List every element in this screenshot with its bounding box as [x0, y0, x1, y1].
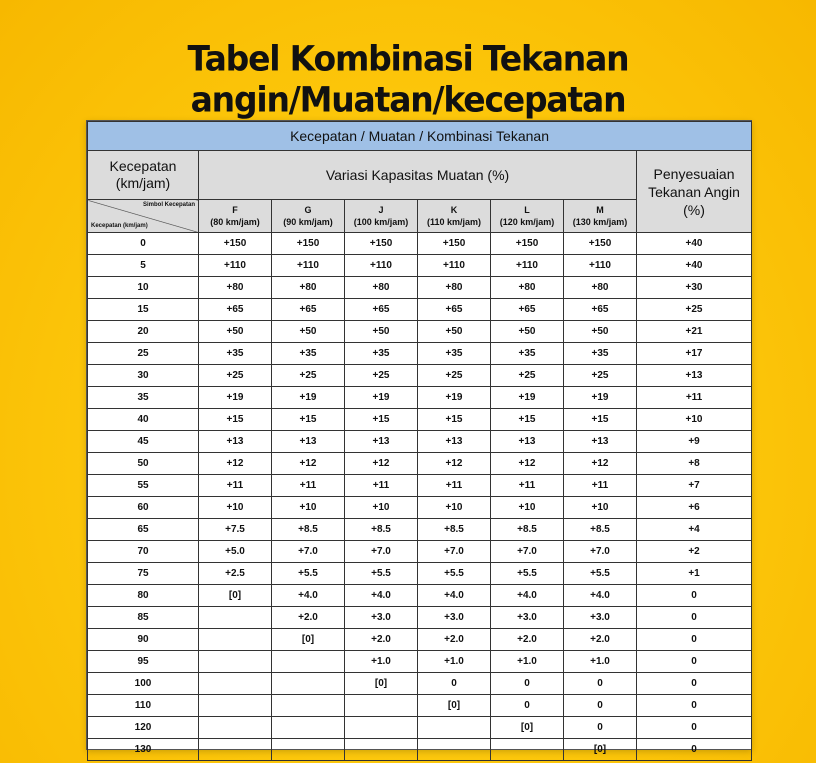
load-variation-cell: +11	[564, 475, 637, 497]
pressure-adjustment-cell: +7	[637, 475, 752, 497]
pressure-adjustment-cell: +11	[637, 387, 752, 409]
load-variation-cell	[199, 717, 272, 739]
load-variation-cell: +3.0	[564, 607, 637, 629]
load-variation-cell: +150	[345, 233, 418, 255]
load-variation-cell: +7.0	[272, 541, 345, 563]
load-variation-cell: +13	[345, 431, 418, 453]
row-speed-cell: 35	[88, 387, 199, 409]
load-variation-cell	[199, 695, 272, 717]
speed-column-header: Kecepatan (km/jam)	[88, 151, 199, 200]
load-variation-cell: +25	[272, 365, 345, 387]
load-variation-cell: +25	[345, 365, 418, 387]
load-variation-cell: +19	[345, 387, 418, 409]
pressure-adjustment-cell: 0	[637, 695, 752, 717]
load-variation-cell	[272, 695, 345, 717]
load-variation-cell: +5.0	[199, 541, 272, 563]
row-speed-cell: 110	[88, 695, 199, 717]
load-variation-cell: [0]	[199, 585, 272, 607]
load-variation-cell: +10	[491, 497, 564, 519]
table-row	[88, 497, 752, 519]
pressure-adjustment-cell: 0	[637, 585, 752, 607]
load-variation-cell: +7.0	[491, 541, 564, 563]
load-variation-cell: [0]	[345, 673, 418, 695]
pressure-adjustment-cell: +6	[637, 497, 752, 519]
pressure-adjustment-cell: 0	[637, 717, 752, 739]
load-variation-cell: +10	[564, 497, 637, 519]
table-row	[88, 717, 752, 739]
table-row	[88, 585, 752, 607]
pressure-adjustment-cell: +21	[637, 321, 752, 343]
load-variation-cell: 0	[564, 717, 637, 739]
load-variation-cell: +25	[418, 365, 491, 387]
pressure-adjustment-cell: +17	[637, 343, 752, 365]
row-speed-cell: 120	[88, 717, 199, 739]
load-variation-cell: +4.0	[564, 585, 637, 607]
load-variation-cell: +7.5	[199, 519, 272, 541]
load-variation-cell: +11	[345, 475, 418, 497]
load-variation-cell: +150	[272, 233, 345, 255]
load-variation-cell: +50	[345, 321, 418, 343]
load-variation-cell: +10	[345, 497, 418, 519]
speed-code-header	[564, 200, 637, 233]
table-row	[88, 629, 752, 651]
load-variation-cell: +65	[491, 299, 564, 321]
row-speed-cell: 50	[88, 453, 199, 475]
table-row	[88, 475, 752, 497]
table-row	[88, 387, 752, 409]
load-variation-cell	[199, 651, 272, 673]
speed-code-letter: J	[378, 205, 384, 215]
row-speed-cell: 70	[88, 541, 199, 563]
speed-code-speed: (100 km/jam)	[353, 217, 409, 227]
load-variation-cell	[272, 739, 345, 761]
load-variation-cell: +8.5	[564, 519, 637, 541]
load-variation-cell: [0]	[491, 717, 564, 739]
load-variation-cell: +65	[418, 299, 491, 321]
load-variation-cell	[418, 717, 491, 739]
table-row	[88, 673, 752, 695]
load-variation-cell: +110	[272, 255, 345, 277]
speed-code-header	[272, 200, 345, 233]
pressure-adjustment-cell: +8	[637, 453, 752, 475]
symbol-diagonal-cell	[88, 200, 199, 233]
load-variation-cell: +19	[564, 387, 637, 409]
row-speed-cell: 85	[88, 607, 199, 629]
load-variation-cell: +110	[564, 255, 637, 277]
symbol-speed-label: Simbol Kecepatan	[142, 202, 195, 208]
table-caption: Kecepatan / Muatan / Kombinasi Tekanan	[88, 122, 752, 151]
speed-code-letter: M	[596, 205, 604, 215]
load-variation-cell: +50	[272, 321, 345, 343]
load-variation-cell: +13	[272, 431, 345, 453]
row-speed-cell: 25	[88, 343, 199, 365]
load-variation-cell: +19	[491, 387, 564, 409]
speed-kmh-label: Kecepatan (km/jam)	[91, 223, 148, 229]
load-variation-cell: +35	[345, 343, 418, 365]
load-variation-cell: +35	[199, 343, 272, 365]
load-variation-cell: +150	[418, 233, 491, 255]
speed-code-letter: K	[450, 205, 458, 215]
load-variation-cell: 0	[491, 673, 564, 695]
pressure-adjustment-cell: +1	[637, 563, 752, 585]
load-variation-cell	[272, 673, 345, 695]
table-row	[88, 651, 752, 673]
load-variation-header: Variasi Kapasitas Muatan (%)	[199, 151, 637, 200]
load-variation-cell	[491, 739, 564, 761]
row-speed-cell: 90	[88, 629, 199, 651]
speed-code-header	[345, 200, 418, 233]
table-row	[88, 739, 752, 761]
table-body	[88, 233, 752, 761]
load-variation-cell: +2.5	[199, 563, 272, 585]
row-speed-cell: 20	[88, 321, 199, 343]
load-variation-cell: +15	[272, 409, 345, 431]
table-row	[88, 607, 752, 629]
table-row	[88, 519, 752, 541]
speed-code-header	[199, 200, 272, 233]
load-variation-cell: +12	[345, 453, 418, 475]
load-variation-cell: +80	[418, 277, 491, 299]
table-row	[88, 255, 752, 277]
speed-code-letter: G	[304, 205, 312, 215]
pressure-adjustment-cell: 0	[637, 651, 752, 673]
load-variation-cell: +8.5	[345, 519, 418, 541]
load-variation-cell	[345, 695, 418, 717]
row-speed-cell: 55	[88, 475, 199, 497]
load-variation-cell: +50	[418, 321, 491, 343]
load-variation-cell: +35	[564, 343, 637, 365]
speed-code-speed: (90 km/jam)	[283, 217, 333, 227]
load-variation-cell: +19	[272, 387, 345, 409]
load-variation-cell: +19	[418, 387, 491, 409]
speed-code-speed: (80 km/jam)	[210, 217, 260, 227]
row-speed-cell: 45	[88, 431, 199, 453]
load-variation-cell	[418, 739, 491, 761]
speed-code-speed: (110 km/jam)	[426, 217, 482, 227]
load-variation-cell: +80	[199, 277, 272, 299]
pressure-adjustment-cell: +40	[637, 233, 752, 255]
load-variation-cell	[199, 607, 272, 629]
load-variation-cell: +50	[564, 321, 637, 343]
row-speed-cell: 95	[88, 651, 199, 673]
load-variation-cell: +150	[564, 233, 637, 255]
table-row	[88, 453, 752, 475]
load-variation-cell: +15	[491, 409, 564, 431]
load-variation-cell: +110	[345, 255, 418, 277]
load-variation-cell: +7.0	[345, 541, 418, 563]
table-row	[88, 409, 752, 431]
load-variation-cell: +35	[272, 343, 345, 365]
load-variation-cell: +12	[564, 453, 637, 475]
load-variation-cell: 0	[564, 673, 637, 695]
load-variation-cell	[199, 629, 272, 651]
load-variation-cell: +50	[199, 321, 272, 343]
load-variation-cell: +80	[272, 277, 345, 299]
load-variation-cell: +2.0	[564, 629, 637, 651]
load-variation-cell: +12	[199, 453, 272, 475]
pressure-adjustment-cell: 0	[637, 739, 752, 761]
load-variation-cell: +2.0	[491, 629, 564, 651]
load-variation-cell: +25	[491, 365, 564, 387]
load-variation-cell: +35	[418, 343, 491, 365]
load-variation-cell: +11	[272, 475, 345, 497]
load-variation-cell	[199, 739, 272, 761]
load-variation-cell: +13	[564, 431, 637, 453]
row-speed-cell: 60	[88, 497, 199, 519]
load-variation-cell: +1.0	[418, 651, 491, 673]
pressure-load-speed-table-container	[86, 120, 752, 755]
load-variation-cell: +4.0	[272, 585, 345, 607]
load-variation-cell: 0	[418, 673, 491, 695]
load-variation-cell: +13	[199, 431, 272, 453]
row-speed-cell: 10	[88, 277, 199, 299]
table-row	[88, 563, 752, 585]
load-variation-cell: +15	[345, 409, 418, 431]
table-row	[88, 695, 752, 717]
load-variation-cell: +13	[418, 431, 491, 453]
load-variation-cell: +5.5	[418, 563, 491, 585]
load-variation-cell: +7.0	[418, 541, 491, 563]
load-variation-cell: [0]	[418, 695, 491, 717]
pressure-adjustment-cell: +13	[637, 365, 752, 387]
load-variation-cell: +7.0	[564, 541, 637, 563]
load-variation-cell: +65	[345, 299, 418, 321]
speed-code-letter: F	[232, 205, 238, 215]
row-speed-cell: 75	[88, 563, 199, 585]
load-variation-cell: +8.5	[491, 519, 564, 541]
row-speed-cell: 40	[88, 409, 199, 431]
pressure-adjustment-cell: +2	[637, 541, 752, 563]
row-speed-cell: 0	[88, 233, 199, 255]
load-variation-cell: +15	[418, 409, 491, 431]
load-variation-cell: +80	[491, 277, 564, 299]
row-speed-cell: 100	[88, 673, 199, 695]
load-variation-cell: +25	[564, 365, 637, 387]
load-variation-cell: 0	[564, 695, 637, 717]
load-variation-cell: +15	[564, 409, 637, 431]
pressure-adjustment-cell: 0	[637, 629, 752, 651]
load-variation-cell: +3.0	[418, 607, 491, 629]
load-variation-cell: 0	[491, 695, 564, 717]
table-row	[88, 233, 752, 255]
pressure-adjustment-cell: +30	[637, 277, 752, 299]
load-variation-cell	[199, 673, 272, 695]
pressure-adjustment-cell: +9	[637, 431, 752, 453]
load-variation-cell: +12	[491, 453, 564, 475]
load-variation-cell: +2.0	[272, 607, 345, 629]
load-variation-cell: +1.0	[491, 651, 564, 673]
load-variation-cell: +10	[418, 497, 491, 519]
table-row	[88, 321, 752, 343]
load-variation-cell: +110	[491, 255, 564, 277]
load-variation-cell	[272, 717, 345, 739]
load-variation-cell: +1.0	[345, 651, 418, 673]
load-variation-cell: +10	[199, 497, 272, 519]
load-variation-cell: +5.5	[345, 563, 418, 585]
load-variation-cell: +19	[199, 387, 272, 409]
load-variation-cell: +4.0	[345, 585, 418, 607]
pressure-adjustment-header: Penyesuaian Tekanan Angin (%)	[637, 151, 752, 233]
pressure-adjustment-cell: +25	[637, 299, 752, 321]
load-variation-cell: +2.0	[345, 629, 418, 651]
speed-code-letter: L	[524, 205, 530, 215]
load-variation-cell: +65	[272, 299, 345, 321]
speed-code-header	[418, 200, 491, 233]
load-variation-cell: +110	[418, 255, 491, 277]
table-row	[88, 343, 752, 365]
load-variation-cell: +8.5	[418, 519, 491, 541]
load-variation-cell: +50	[491, 321, 564, 343]
load-variation-cell: +35	[491, 343, 564, 365]
table-row	[88, 299, 752, 321]
load-variation-cell: +12	[418, 453, 491, 475]
load-variation-cell: +65	[199, 299, 272, 321]
load-variation-cell: +65	[564, 299, 637, 321]
speed-code-speed: (130 km/jam)	[572, 217, 628, 227]
load-variation-cell: +11	[491, 475, 564, 497]
load-variation-cell: +2.0	[418, 629, 491, 651]
load-variation-cell	[345, 739, 418, 761]
load-variation-cell: +10	[272, 497, 345, 519]
load-variation-cell: +25	[199, 365, 272, 387]
load-variation-cell: +4.0	[491, 585, 564, 607]
load-variation-cell: +110	[199, 255, 272, 277]
load-variation-cell: +13	[491, 431, 564, 453]
speed-code-header	[491, 200, 564, 233]
speed-code-speed: (120 km/jam)	[499, 217, 555, 227]
pressure-load-speed-table	[87, 121, 752, 761]
load-variation-cell: +5.5	[491, 563, 564, 585]
load-variation-cell: +150	[199, 233, 272, 255]
pressure-adjustment-cell: +10	[637, 409, 752, 431]
load-variation-cell: +80	[345, 277, 418, 299]
load-variation-cell: +4.0	[418, 585, 491, 607]
row-speed-cell: 5	[88, 255, 199, 277]
row-speed-cell: 80	[88, 585, 199, 607]
load-variation-cell: +5.5	[272, 563, 345, 585]
table-row	[88, 365, 752, 387]
load-variation-cell: +1.0	[564, 651, 637, 673]
row-speed-cell: 15	[88, 299, 199, 321]
load-variation-cell: [0]	[564, 739, 637, 761]
pressure-adjustment-cell: 0	[637, 673, 752, 695]
load-variation-cell: +15	[199, 409, 272, 431]
table-row	[88, 431, 752, 453]
table-row	[88, 541, 752, 563]
load-variation-cell: +80	[564, 277, 637, 299]
load-variation-cell	[272, 651, 345, 673]
table-row	[88, 277, 752, 299]
row-speed-cell: 30	[88, 365, 199, 387]
pressure-adjustment-cell: +4	[637, 519, 752, 541]
pressure-adjustment-cell: 0	[637, 607, 752, 629]
load-variation-cell: +11	[418, 475, 491, 497]
row-speed-cell: 65	[88, 519, 199, 541]
load-variation-cell: +11	[199, 475, 272, 497]
load-variation-cell: +3.0	[345, 607, 418, 629]
load-variation-cell: +150	[491, 233, 564, 255]
load-variation-cell: +8.5	[272, 519, 345, 541]
pressure-adjustment-cell: +40	[637, 255, 752, 277]
load-variation-cell: +5.5	[564, 563, 637, 585]
load-variation-cell: +3.0	[491, 607, 564, 629]
load-variation-cell: [0]	[272, 629, 345, 651]
page-title: Tabel Kombinasi Tekanan angin/Muatan/kecepatan	[187, 38, 629, 120]
load-variation-cell: +12	[272, 453, 345, 475]
row-speed-cell: 130	[88, 739, 199, 761]
load-variation-cell	[345, 717, 418, 739]
